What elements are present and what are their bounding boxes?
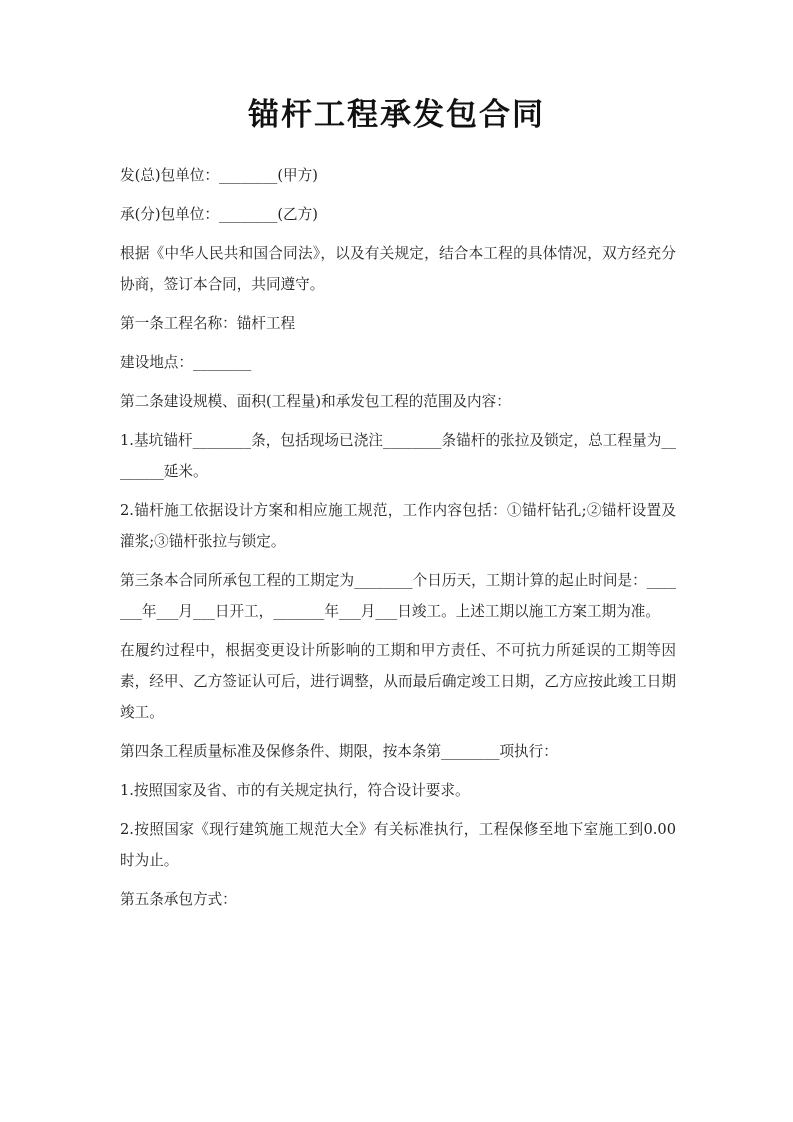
article-4-item-1: 1.按照国家及省、市的有关规定执行，符合设计要求。: [120, 782, 470, 799]
construction-site-line: 建设地点：________: [120, 354, 252, 371]
article-4-heading: 第四条工程质量标准及保修条件、期限，按本条第________项执行：: [120, 743, 558, 760]
document-title: 锚杆工程承发包合同: [248, 97, 545, 133]
preamble-paragraph: 根据《中华人民共和国合同法》，以及有关规定，结合本工程的具体情况，双方经充分协商，签订本合同，共同遵守。: [120, 245, 676, 293]
document-body: [120, 160, 676, 923]
article-2-item-2: 2.锚杆施工依据设计方案和相应施工规范，工作内容包括：①锚杆钻孔;②锚杆设置及灌浆;③锚杆张拉与锁定。: [120, 502, 676, 550]
party-a-line: 发(总)包单位：________(甲方): [120, 167, 318, 184]
article-2-heading: 第二条建设规模、面积(工程量)和承发包工程的范围及内容：: [120, 393, 511, 410]
article-4-item-2: 2.按照国家《现行建筑施工规范大全》有关标准执行，工程保修至地下室施工到0.00时为止。: [120, 821, 676, 869]
schedule-adjustment-paragraph: 在履约过程中，根据变更设计所影响的工期和甲方责任、不可抗力所延误的工期等因素，经甲、乙方签证认可后，进行调整，从而最后确定竣工日期，乙方应按此竣工日期竣工。: [120, 642, 676, 721]
article-3-schedule: 第三条本合同所承包工程的工期定为________个日历天，工期计算的起止时间是：_______年___月___日开工，_______年___月___日竣工。上述工期以施工方案工期为准。: [120, 572, 676, 620]
article-2-item-1: 1.基坑锚杆________条，包括现场已浇注________条锚杆的张拉及锁定，总工程量为________延米。: [120, 432, 676, 480]
article-1-project-name: 第一条工程名称：锚杆工程: [120, 315, 296, 332]
party-b-line: 承(分)包单位：________(乙方): [120, 206, 318, 223]
article-5-heading: 第五条承包方式：: [120, 891, 237, 908]
